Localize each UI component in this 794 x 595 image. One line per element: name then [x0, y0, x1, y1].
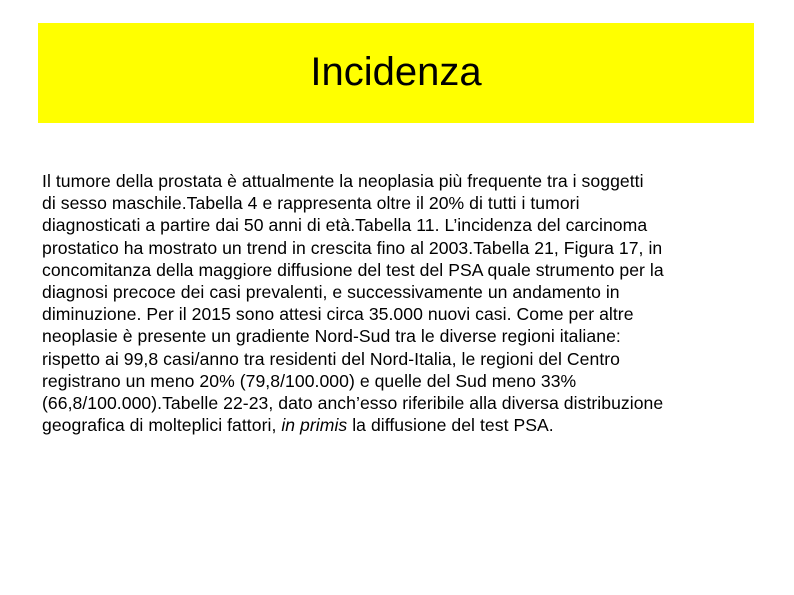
paragraph-line: diagnosi precoce dei casi prevalenti, e successivamente un andamento in — [42, 282, 620, 303]
paragraph-line: prostatico ha mostrato un trend in crescita fino al 2003.Tabella 21, Figura 17, in — [42, 237, 663, 258]
italic-phrase: in primis — [281, 415, 348, 436]
last-line-end: la diffusione del test PSA. — [347, 415, 554, 436]
body-paragraph — [42, 170, 758, 436]
last-line-start: geografica di molteplici fattori, — [42, 415, 282, 436]
paragraph-line: Il tumore della prostata è attualmente la neoplasia più frequente tra i soggetti — [42, 171, 644, 191]
paragraph-line: rispetto ai 99,8 casi/anno tra residenti del Nord-Italia, le regioni del Centro — [42, 348, 621, 369]
paragraph-line: neoplasie è presente un gradiente Nord-Sud tra le diverse regioni italiane: — [42, 326, 621, 347]
paragraph-line: registrano un meno 20% (79,8/100.000) e quelle del Sud meno 33% — [42, 370, 577, 391]
paragraph-line: diminuzione. Per il 2015 sono attesi circa 35.000 nuovi casi. Come per altre — [42, 304, 634, 325]
paragraph-line: diagnosticati a partire dai 50 anni di età.Tabella 11. L’incidenza del carcinoma — [42, 215, 648, 236]
paragraph-last-line — [42, 414, 758, 436]
paragraph-line: di sesso maschile.Tabella 4 e rappresenta oltre il 20% di tutti i tumori — [42, 193, 580, 214]
slide-title: Incidenza — [310, 50, 482, 94]
title-banner — [38, 23, 754, 123]
paragraph-line: (66,8/100.000).Tabelle 22-23, dato anch’esso riferibile alla diversa distribuzione — [42, 393, 664, 414]
paragraph-line: concomitanza della maggiore diffusione del test del PSA quale strumento per la — [42, 259, 664, 280]
